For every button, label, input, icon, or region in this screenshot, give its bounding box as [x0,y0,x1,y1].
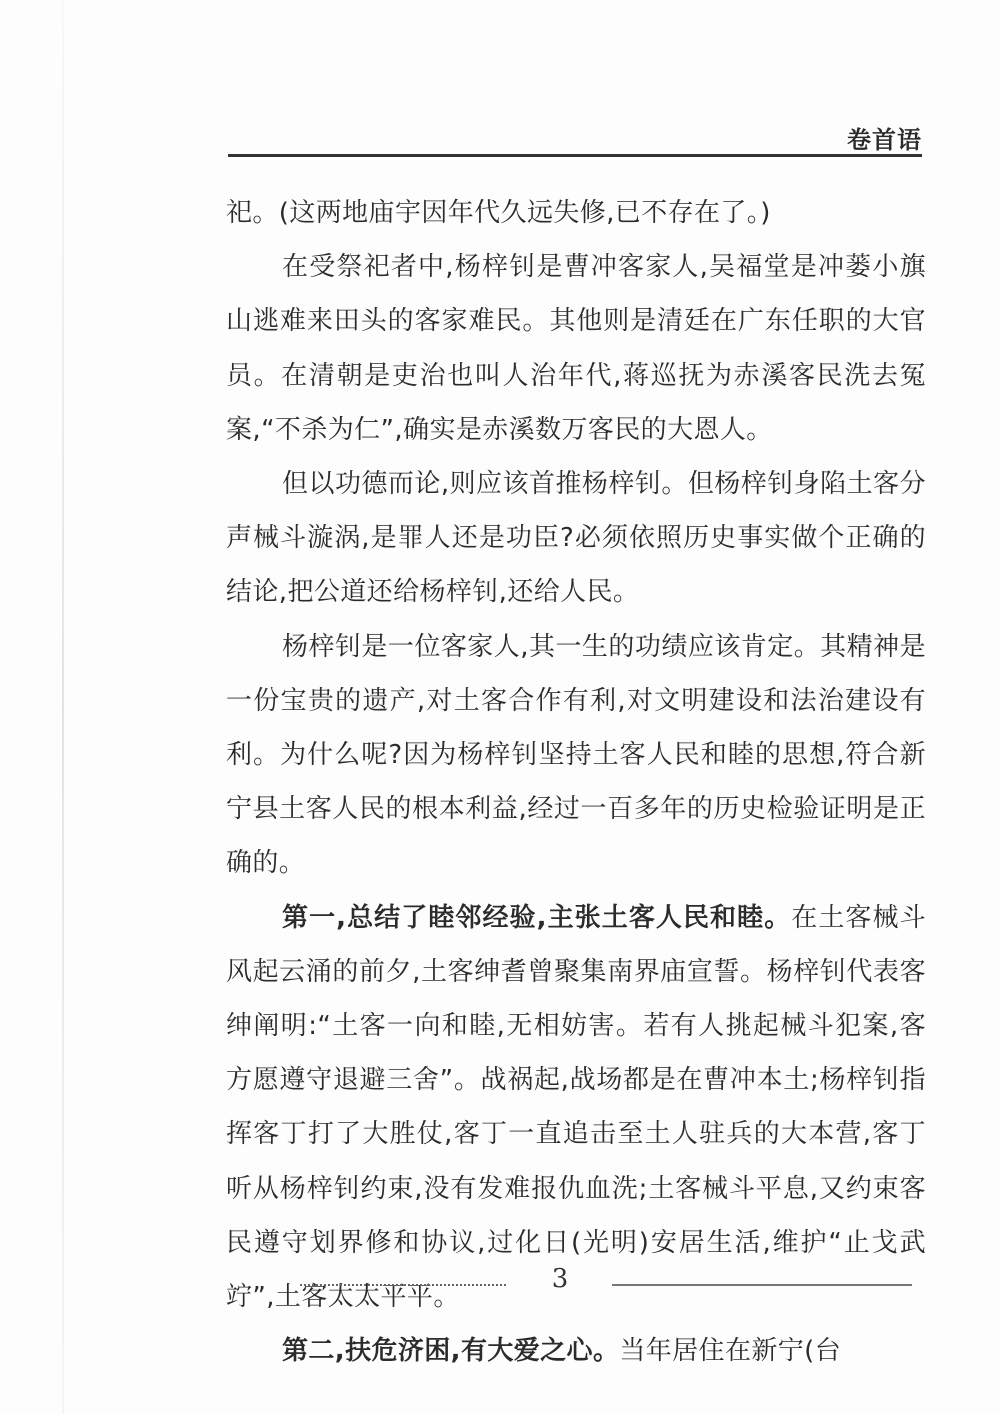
paragraph-text: 在土客械斗风起云涌的前夕,土客绅耆曾聚集南界庙宣誓。杨梓钊代表客绅阐明:“土客一向和睦,无相妨害。若有人挑起械斗犯案,客方愿遵守退避三舍”。战祸起,战场都是在曹冲本土;杨梓钊指挥客丁打了大胜仗,客丁一直追击至土人驻兵的大本营,客丁听从杨梓钊约束,没有发难报仇血洗;土客械斗平息,又约束客民遵守划界修和协议,过化日(光明)安居生活,维护“止戈武竚”,土客太太平平。 [226,902,926,1313]
paragraph-text: 但以功德而论,则应该首推杨梓钊。但杨梓钊身陷土客分声械斗漩涡,是罪人还是功臣?必须依照历史事实做个正确的结论,把公道还给杨梓钊,还给人民。 [226,469,926,608]
paragraph-lead: 第一,总结了睦邻经验,主张土客人民和睦。 [282,902,792,933]
paragraph-merit [226,457,926,620]
header-rule [228,154,922,157]
paragraph-text: 祀。(这两地庙宇因年代久远失修,已不存在了。) [226,198,771,228]
paragraph-legacy [226,620,926,891]
running-head: 卷首语 [847,126,922,154]
paragraph-honorees [226,240,926,457]
page-number: 3 [551,1264,569,1294]
footer-rule-right [612,1284,912,1286]
paragraph-continued [226,186,926,240]
paragraph-lead: 第二,扶危济困,有大爱之心。 [282,1336,620,1367]
body-text [226,186,926,1378]
paragraph-text: 当年居住在新宁(台 [619,1336,842,1367]
paragraph-text: 杨梓钊是一位客家人,其一生的功绩应该肯定。其精神是一份宝贵的遗产,对土客合作有利,对文明建设和法治建设有利。为什么呢?因为杨梓钊坚持土客人民和睦的思想,符合新宁县土客人民的根本利益,经过一百多年的历史检验证明是正确的。 [226,631,926,879]
paragraph-text: 在受祭祀者中,杨梓钊是曹冲客家人,吴福堂是冲蒌小旗山逃难来田头的客家难民。其他则是清廷在广东任职的大官员。在清朝是吏治也叫人治年代,蒋巡抚为赤溪客民洗去冤案,“不杀为仁”,确实是赤溪数万客民的大恩人。 [226,252,926,445]
paragraph-point-one [226,891,926,1325]
footer-rule-left [300,1284,506,1286]
page-footer [300,1264,912,1304]
binding-edge-shadow [62,0,64,1414]
paragraph-point-two [226,1324,926,1378]
